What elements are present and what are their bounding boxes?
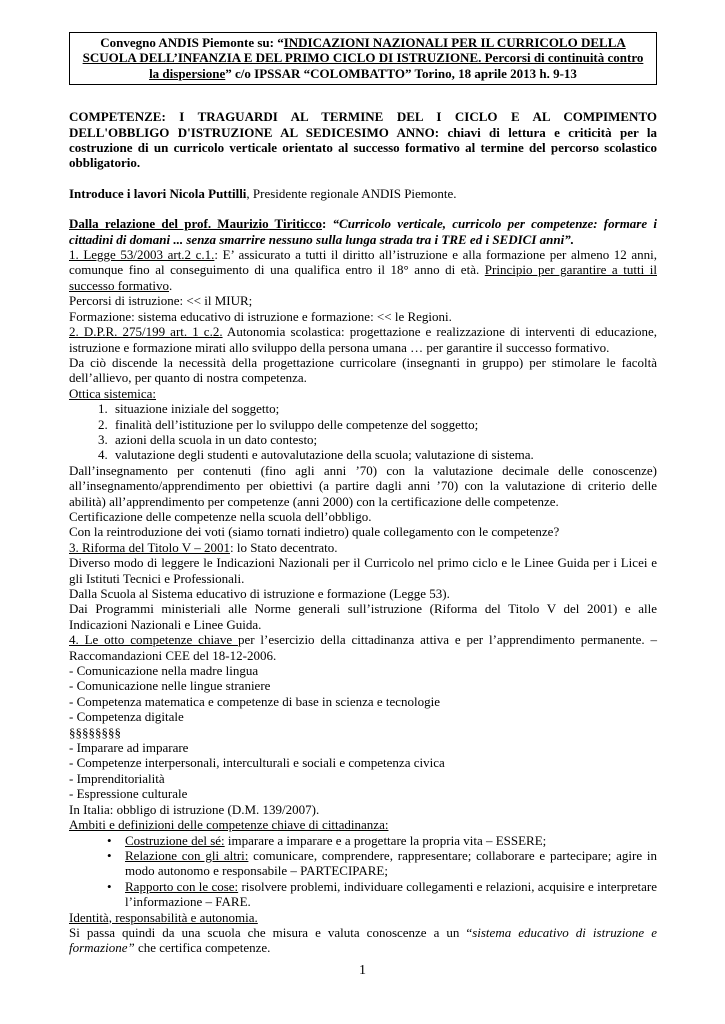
intro-speaker: Introduce i lavori Nicola Puttilli xyxy=(69,185,247,201)
list-item: 1. situazione iniziale del soggetto; xyxy=(111,401,657,416)
relazione-quote: “Curricolo verticale, curricolo per competenze: formare i cittadini di domani ... senza smarrire nessuno sulla lunga strada tra i TRE ed i SEDICI anni”. xyxy=(69,216,657,247)
section-separator: §§§§§§§§ xyxy=(69,724,121,740)
section-2-ref: 2. D.P.R. 275/199 art. 1 c.2. xyxy=(69,324,223,340)
intro-line xyxy=(69,186,657,201)
identita-heading: Identità, responsabilità e autonomia. xyxy=(69,909,258,925)
section-3-ref: 3. Riforma del Titolo V – 2001 xyxy=(69,539,230,555)
si-passa-text: Si passa quindi da una scuola che misura e valuta conoscenze a un “ xyxy=(69,924,473,940)
ambiti-list xyxy=(69,833,657,910)
list-item: - Comunicazione nella madre lingua xyxy=(69,663,259,679)
section-3 xyxy=(69,540,657,555)
section-1-text: : E’ assicurato a tutti il diritto all’istruzione e alla formazione per almeno 12 anni, comunque fino al conseguimento di una qualifica entro il 18° anno di età. xyxy=(69,247,658,278)
section-1 xyxy=(69,247,657,293)
list-item: - Competenze interpersonali, interculturali e sociali e competenza civica xyxy=(69,755,445,771)
ambiti-label: Rapporto con le cose: xyxy=(125,878,239,894)
section-4 xyxy=(69,632,657,663)
bullet-icon: • xyxy=(107,878,112,894)
ambiti-text: comunicare, comprendere, rappresentare; collaborare e partecipare; agire in modo autonomo e responsabile – PARTECIPARE; xyxy=(125,847,657,879)
section-2-text: Autonomia scolastica: progettazione e realizzazione di interventi di educazione, istruzione e formazione mirati allo sviluppo della persona umana … per garantire il successo formativo. xyxy=(69,324,657,355)
list-item xyxy=(107,879,657,910)
list-item: 3. azioni della scuola in un dato contesto; xyxy=(111,432,657,447)
ottica-heading: Ottica sistemica: xyxy=(69,385,157,401)
insegnamento-paragraph: Dall’insegnamento per contenuti (fino agli anni ’70) con la valutazione decimale delle conoscenze) all’insegnamento/apprendimento per obiettivi (a partire dagli anni ’70) con la valutazione di criterio delle abilità) all’apprendimento per competenze (anni 2000) con la certificazione delle competenze. xyxy=(69,462,657,509)
list-item xyxy=(107,848,657,879)
list-item: - Competenza digitale xyxy=(69,709,184,725)
document-page xyxy=(69,32,657,956)
diverso-paragraph: Diverso modo di leggere le Indicazioni Nazionali per il Curricolo nel primo ciclo e le Linee Guida per i Licei e gli Istituti Tecnici e Professionali. xyxy=(69,555,657,586)
ambiti-text: imparare a imparare e a progettare la propria vita – ESSERE; xyxy=(224,832,547,848)
da-cio-paragraph: Da ciò discende la necessità della progettazione curricolare (insegnanti in gruppo) per stimolare le facoltà dell’allievo, per quanto di nostra competenza. xyxy=(69,354,657,386)
certificazione-line: Certificazione delle competenze nella scuola dell’obbligo. xyxy=(69,508,372,524)
ambiti-heading: Ambiti e definizioni delle competenze chiave di cittadinanza: xyxy=(69,817,389,833)
si-passa-paragraph xyxy=(69,925,657,956)
in-italia-line: In Italia: obbligo di istruzione (D.M. 139/2007). xyxy=(69,801,320,817)
document-title: COMPETENZE: I TRAGUARDI AL TERMINE DEL I CICLO E AL COMPIMENTO DELL'OBBLIGO D'ISTRUZIONE AL SEDICESIMO ANNO: chiavi di lettura e criticità per la costruzione di un curricolo verticale orientato al successo formativo al termine del percorso scolastico obbligatorio. xyxy=(69,109,657,171)
list-item: - Imparare ad imparare xyxy=(69,740,189,756)
list-item: - Imprenditorialità xyxy=(69,770,165,786)
section-2 xyxy=(69,324,657,355)
reintroduzione-line: Con la reintroduzione dei voti (siamo tornati indietro) quale collegamento con le competenze? xyxy=(69,524,560,540)
section-1-end: . xyxy=(169,277,173,293)
header-line-3 xyxy=(76,66,650,81)
header-line-2: SCUOLA DELL’INFANZIA E DEL PRIMO CICLO DI ISTRUZIONE. Percorsi di continuità contro xyxy=(82,50,644,66)
header-venue: ” c/o IPSSAR “COLOMBATTO” Torino, 18 aprile 2013 h. 9-13 xyxy=(225,65,577,81)
ambiti-text: risolvere problemi, individuare collegamenti e relazioni, acquisire e interpretare l’informazione – FARE. xyxy=(125,878,657,910)
intro-role: , Presidente regionale ANDIS Piemonte. xyxy=(246,185,457,201)
bullet-icon: • xyxy=(107,847,112,863)
header-title-part-3: la dispersione xyxy=(149,65,226,81)
list-item: 2. finalità dell’istituzione per lo sviluppo delle competenze del soggetto; xyxy=(111,417,657,432)
header-title-part-1: INDICAZIONI NAZIONALI PER IL CURRICOLO DELLA xyxy=(283,35,626,50)
section-1-principle: Principio per garantire a tutti il successo formativo xyxy=(69,262,657,293)
header-line-1 xyxy=(76,35,650,50)
page-number: 1 xyxy=(359,963,366,978)
dai-programmi-paragraph: Dai Programmi ministeriali alle Norme generali sull’istruzione (Riforma del Titolo V del 2001) e alle Indicazioni Nazionali e Linee Guida. xyxy=(69,601,657,632)
relazione-heading xyxy=(69,216,657,247)
percorsi-line: Percorsi di istruzione: << il MIUR; xyxy=(69,293,253,309)
conference-header xyxy=(69,32,657,85)
ottica-list xyxy=(69,401,657,463)
header-prefix: Convegno ANDIS Piemonte su: “ xyxy=(100,35,284,50)
ambiti-label: Costruzione del sé: xyxy=(125,832,225,848)
section-4-ref: 4. Le otto competenze chiave xyxy=(69,632,238,648)
dalla-scuola-line: Dalla Scuola al Sistema educativo di istruzione e formazione (Legge 53). xyxy=(69,586,450,601)
section-1-ref: 1. Legge 53/2003 art.2 c.1. xyxy=(69,247,215,263)
formazione-line: Formazione: sistema educativo di istruzione e formazione: << le Regioni. xyxy=(69,308,452,324)
list-item: 4. valutazione degli studenti e autovalutazione della scuola; valutazione di sistema. xyxy=(111,447,657,462)
section-4-text: per l’esercizio della cittadinanza attiva e per l’apprendimento permanente. – Raccomandazioni CEE del 18-12-2006. xyxy=(69,632,657,663)
list-item: - Espressione culturale xyxy=(69,786,188,802)
si-passa-end: che certifica competenze. xyxy=(134,940,271,956)
list-item xyxy=(107,833,657,848)
si-passa-italic: sistema educativo di istruzione e formazione” xyxy=(69,924,657,956)
list-item: - Comunicazione nelle lingue straniere xyxy=(69,678,271,694)
section-3-text: : lo Stato decentrato. xyxy=(229,539,338,555)
relazione-colon: : xyxy=(321,216,333,232)
ambiti-label: Relazione con gli altri: xyxy=(125,847,249,863)
relazione-label: Dalla relazione del prof. Maurizio Tiriticco xyxy=(69,216,322,232)
bullet-icon: • xyxy=(107,832,112,848)
list-item: - Competenza matematica e competenze di base in scienza e tecnologie xyxy=(69,693,441,709)
